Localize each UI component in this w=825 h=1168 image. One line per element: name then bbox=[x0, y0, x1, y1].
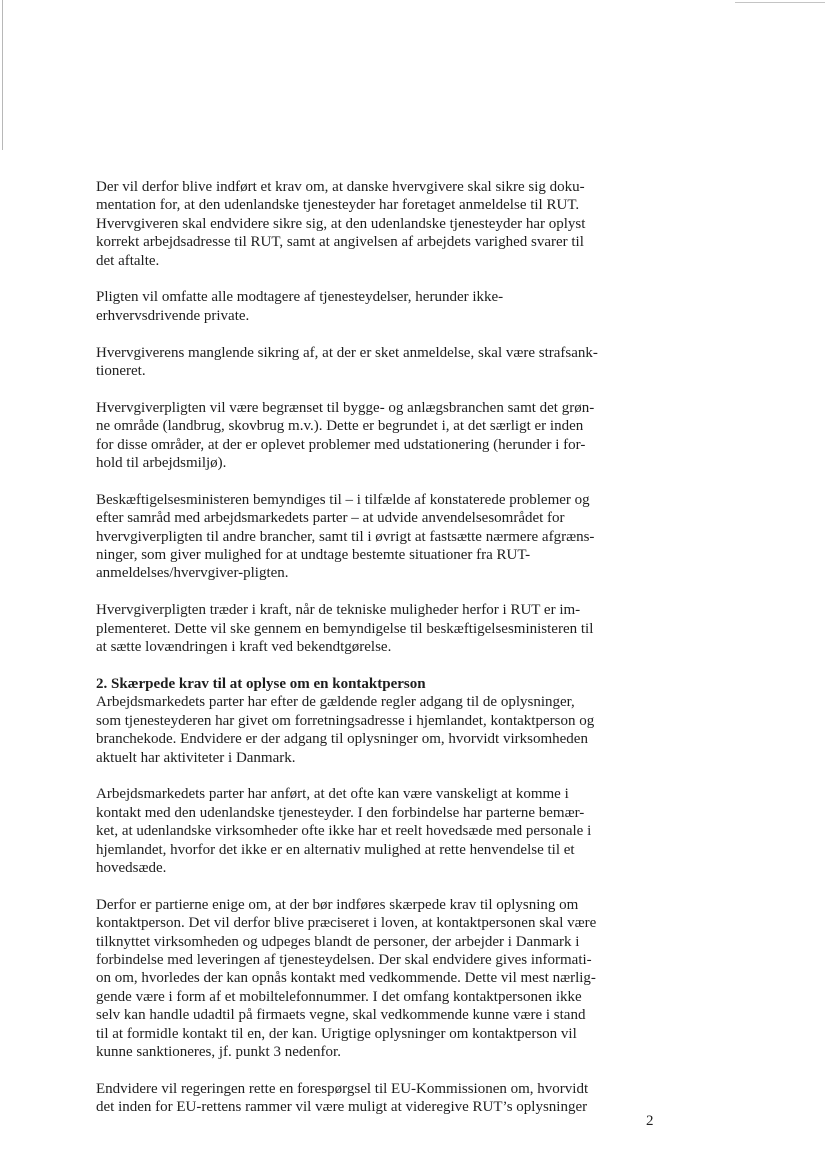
text-line: kontaktperson. Det vil derfor blive præciseret i loven, at kontaktpersonen skal være bbox=[96, 915, 597, 932]
paragraph bbox=[96, 1080, 616, 1117]
document-body bbox=[96, 178, 616, 1135]
text-line: efter samråd med arbejdsmarkedets parter – at udvide anvendelsesområdet for bbox=[96, 510, 565, 527]
paragraph bbox=[96, 491, 616, 583]
text-line: aktuelt har aktiviteter i Danmark. bbox=[96, 749, 296, 766]
text-line: korrekt arbejdsadresse til RUT, samt at angivelsen af arbejdets varighed svarer til bbox=[96, 234, 584, 251]
text-line: tilknyttet virksomheden og udpeges blandt de personer, der arbejder i Danmark i bbox=[96, 933, 580, 950]
section-heading: 2. Skærpede krav til at oplyse om en kontaktperson bbox=[96, 675, 426, 692]
paragraph bbox=[96, 344, 616, 381]
text-line: Endvidere vil regeringen rette en forespørgsel til EU-Kommissionen om, hvorvidt bbox=[96, 1080, 589, 1097]
text-line: gende være i form af et mobiltelefonnummer. I det omfang kontaktpersonen ikke bbox=[96, 988, 582, 1005]
text-line: plementeret. Dette vil ske gennem en bemyndigelse til beskæftigelsesministeren til bbox=[96, 620, 594, 637]
text-line: forbindelse med leveringen af tjenesteydelsen. Der skal endvidere gives informati- bbox=[96, 951, 592, 968]
paragraph bbox=[96, 675, 616, 767]
text-line: Derfor er partierne enige om, at der bør indføres skærpede krav til oplysning om bbox=[96, 896, 579, 913]
text-line: ket, at udenlandske virksomheder ofte ikke har et reelt hovedsæde med personale i bbox=[96, 823, 592, 840]
scan-edge-left bbox=[2, 0, 3, 150]
text-line: det inden for EU-rettens rammer vil være muligt at videregive RUT’s oplysninger bbox=[96, 1099, 588, 1116]
text-line: selv kan handle udadtil på firmaets vegne, skal vedkommende kunne være i stand bbox=[96, 1007, 586, 1024]
text-line: erhvervsdrivende private. bbox=[96, 307, 250, 324]
text-line: Hvervgiverpligten vil være begrænset til bygge- og anlægsbranchen samt det grøn- bbox=[96, 399, 595, 416]
paragraph bbox=[96, 399, 616, 473]
text-line: for disse områder, at der er oplevet problemer med udstationering (herunder i for- bbox=[96, 436, 586, 453]
text-line: hold til arbejdsmiljø). bbox=[96, 455, 227, 472]
paragraph bbox=[96, 178, 616, 270]
text-line: Arbejdsmarkedets parter har anført, at det ofte kan være vanskeligt at komme i bbox=[96, 786, 569, 803]
text-line: det aftalte. bbox=[96, 252, 160, 269]
paragraph bbox=[96, 785, 616, 877]
text-line: hvervgiverpligten til andre brancher, samt til i øvrigt at fastsætte nærmere afgræns- bbox=[96, 528, 595, 545]
text-line: Pligten vil omfatte alle modtagere af tjenesteydelser, herunder ikke- bbox=[96, 289, 504, 306]
scan-edge-top bbox=[735, 2, 825, 3]
text-line: branchekode. Endvidere er der adgang til oplysninger om, hvorvidt virksomheden bbox=[96, 731, 588, 748]
text-line: tioneret. bbox=[96, 363, 146, 380]
text-line: Hvervgiverpligten træder i kraft, når de tekniske muligheder herfor i RUT er im- bbox=[96, 602, 581, 619]
text-line: ne område (landbrug, skovbrug m.v.). Dette er begrundet i, at det særligt er inden bbox=[96, 418, 584, 435]
text-line: hovedsæde. bbox=[96, 859, 167, 876]
text-line: at sætte lovændringen i kraft ved bekendtgørelse. bbox=[96, 639, 392, 656]
text-line: Der vil derfor blive indført et krav om, at danske hvervgivere skal sikre sig doku- bbox=[96, 179, 585, 195]
text-line: mentation for, at den udenlandske tjenesteyder har foretaget anmeldelse til RUT. bbox=[96, 197, 580, 214]
paragraph bbox=[96, 601, 616, 656]
text-line: kunne sanktioneres, jf. punkt 3 nedenfor. bbox=[96, 1043, 341, 1060]
text-line: hjemlandet, hvorfor det ikke er en alternativ mulighed at rette henvendelse til et bbox=[96, 841, 575, 858]
paragraph bbox=[96, 896, 616, 1062]
text-line: ninger, som giver mulighed for at undtage bestemte situationer fra RUT- bbox=[96, 547, 531, 564]
paragraph bbox=[96, 288, 616, 325]
text-line: on om, hvorledes der kan opnås kontakt med vedkommende. Dette vil mest nærlig- bbox=[96, 970, 596, 987]
text-line: Arbejdsmarkedets parter har efter de gældende regler adgang til de oplysninger, bbox=[96, 694, 575, 711]
text-line: Hvervgiveren skal endvidere sikre sig, at den udenlandske tjenesteyder har oplyst bbox=[96, 215, 586, 232]
text-line: til at formidle kontakt til en, der kan. Urigtige oplysninger om kontaktperson vil bbox=[96, 1025, 577, 1042]
text-line: Hvervgiverens manglende sikring af, at der er sket anmeldelse, skal være strafsank- bbox=[96, 344, 598, 361]
text-line: anmeldelses/hvervgiver-pligten. bbox=[96, 565, 289, 582]
text-line: kontakt med den udenlandske tjenesteyder. I den forbindelse har parterne bemær- bbox=[96, 804, 585, 821]
text-line: som tjenesteyderen har givet om forretningsadresse i hjemlandet, kontaktperson og bbox=[96, 712, 595, 729]
text-line: Beskæftigelsesministeren bemyndiges til – i tilfælde af konstaterede problemer og bbox=[96, 491, 590, 508]
page-number: 2 bbox=[646, 1113, 654, 1129]
